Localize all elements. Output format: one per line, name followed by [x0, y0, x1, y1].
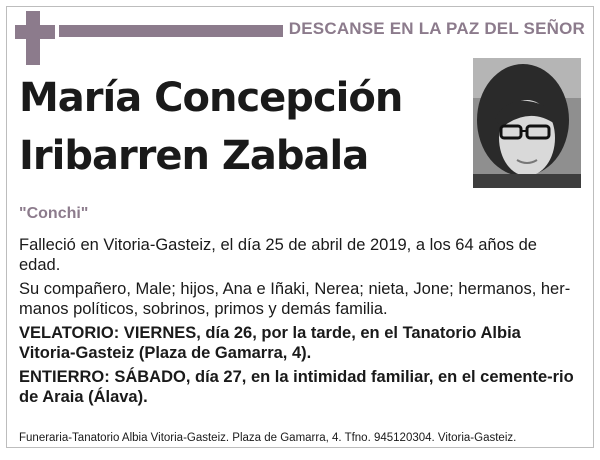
deceased-name [19, 69, 402, 185]
wake-info: VELATORIO: VIERNES, día 26, por la tarde, en el Tanatorio Albia Vitoria-Gasteiz (Plaza de Gamarra, 4). [19, 324, 521, 362]
name-line-1: María Concepción [19, 75, 403, 121]
death-statement: Falleció en Vitoria-Gasteiz, el día 25 de abril de 2019, a los 64 años de edad. [19, 236, 537, 274]
obituary-body [19, 235, 581, 411]
header-divider [59, 25, 283, 37]
name-line-2: Iribarren Zabala [19, 133, 369, 179]
portrait-photo [473, 58, 581, 188]
funeral-home-footer: Funeraria-Tanatorio Albia Vitoria-Gasteiz. Plaza de Gamarra, 4. Tfno. 945120304. Vitoria-Gasteiz. [19, 432, 517, 444]
header-tagline: DESCANSE EN LA PAZ DEL SEÑOR [288, 19, 585, 38]
burial-info: ENTIERRO: SÁBADO, día 27, en la intimidad familiar, en el cemente-rio de Araia (Álava). [19, 368, 574, 406]
cross-icon [15, 11, 55, 65]
nickname: "Conchi" [19, 205, 89, 222]
obituary-notice [6, 6, 594, 448]
family-list: Su compañero, Male; hijos, Ana e Iñaki, Nerea; nieta, Jone; hermanos, her-manos políticos, sobrinos, primos y demás familia. [19, 280, 571, 318]
